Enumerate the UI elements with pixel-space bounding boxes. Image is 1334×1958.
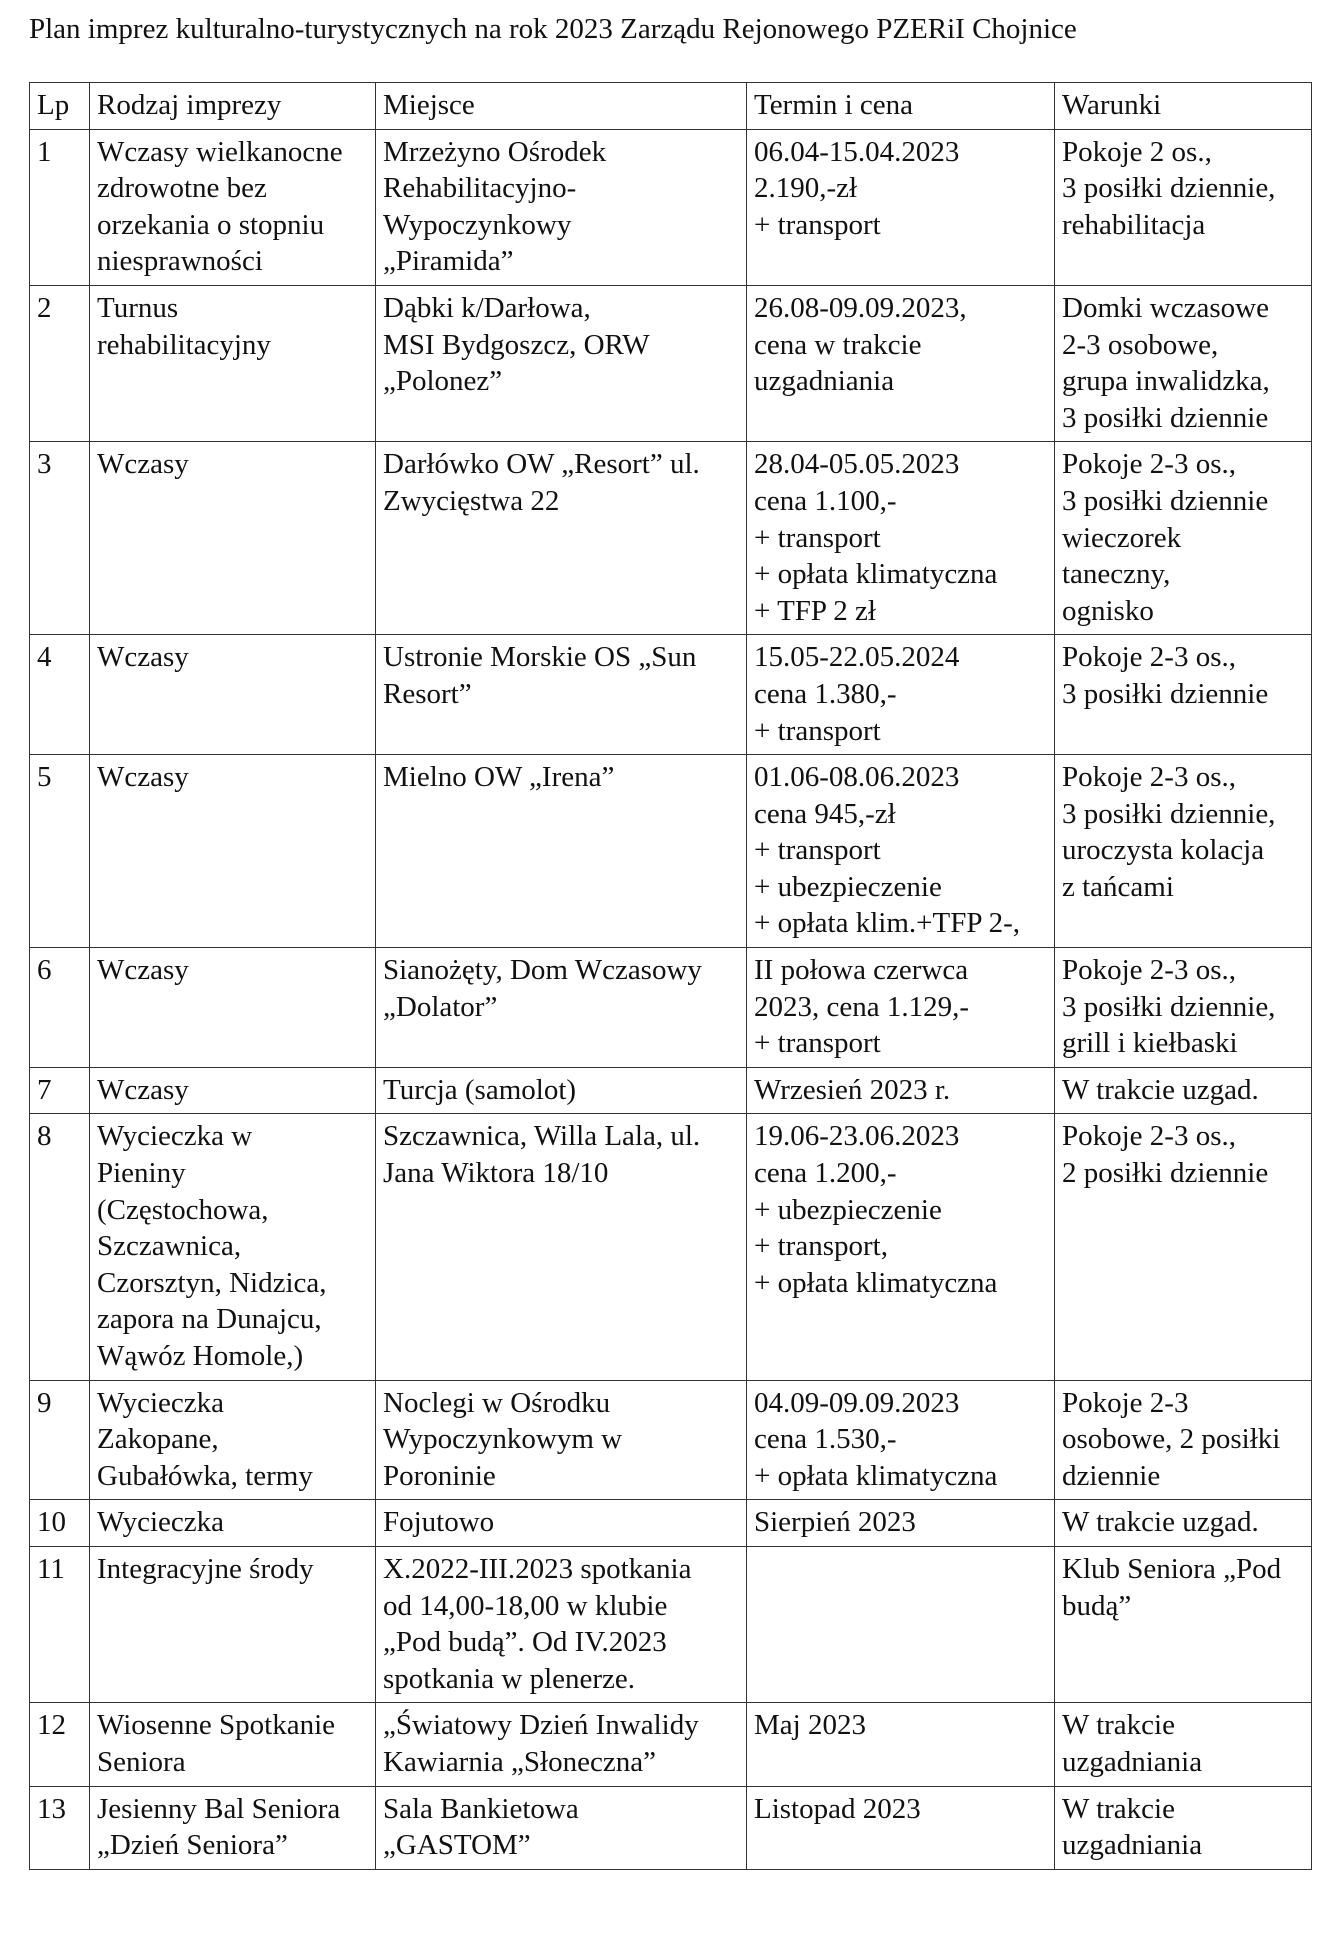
cell-miejsce: Sianożęty, Dom Wczasowy „Dolator” (376, 948, 747, 1068)
cell-miejsce: X.2022-III.2023 spotkania od 14,00-18,00 w klubie „Pod budą”. Od IV.2023 spotkania w plenerze. (376, 1546, 747, 1702)
cell-warunki: W trakcie uzgadniania (1055, 1703, 1312, 1786)
header-rodzaj-imprezy: Rodzaj imprezy (90, 83, 376, 130)
cell-rodzaj: Turnus rehabilitacyjny (90, 285, 376, 441)
events-plan-table (29, 82, 1312, 1870)
cell-rodzaj: Wczasy (90, 948, 376, 1068)
cell-miejsce: Darłówko OW „Resort” ul. Zwycięstwa 22 (376, 442, 747, 635)
cell-lp: 1 (30, 129, 90, 285)
cell-lp: 3 (30, 442, 90, 635)
cell-rodzaj: Wczasy (90, 635, 376, 755)
cell-termin (747, 1546, 1055, 1702)
cell-miejsce: Fojutowo (376, 1500, 747, 1547)
cell-rodzaj: Wycieczka (90, 1500, 376, 1547)
cell-termin: 01.06-08.06.2023 cena 945,-zł + transport + ubezpieczenie + opłata klim.+TFP 2-, (747, 755, 1055, 948)
cell-lp: 7 (30, 1067, 90, 1114)
cell-rodzaj: Wiosenne Spotkanie Seniora (90, 1703, 376, 1786)
cell-warunki: Pokoje 2-3 os., 3 posiłki dziennie wieczorek taneczny, ognisko (1055, 442, 1312, 635)
cell-miejsce: Ustronie Morskie OS „Sun Resort” (376, 635, 747, 755)
cell-rodzaj: Wczasy wielkanocne zdrowotne bez orzekania o stopniu niesprawności (90, 129, 376, 285)
cell-warunki: Pokoje 2-3 os., 3 posiłki dziennie, uroczysta kolacja z tańcami (1055, 755, 1312, 948)
cell-termin: Wrzesień 2023 r. (747, 1067, 1055, 1114)
table-row (30, 1703, 1312, 1786)
cell-termin: 15.05-22.05.2024 cena 1.380,- + transport (747, 635, 1055, 755)
table-row (30, 1786, 1312, 1869)
cell-warunki: Pokoje 2-3 osobowe, 2 posiłki dziennie (1055, 1380, 1312, 1500)
cell-termin: 04.09-09.09.2023 cena 1.530,- + opłata klimatyczna (747, 1380, 1055, 1500)
cell-lp: 13 (30, 1786, 90, 1869)
table-header-row (30, 83, 1312, 130)
cell-termin: Listopad 2023 (747, 1786, 1055, 1869)
cell-miejsce: Dąbki k/Darłowa, MSI Bydgoszcz, ORW „Polonez” (376, 285, 747, 441)
cell-lp: 11 (30, 1546, 90, 1702)
cell-lp: 6 (30, 948, 90, 1068)
cell-miejsce: Szczawnica, Willa Lala, ul. Jana Wiktora 18/10 (376, 1114, 747, 1380)
cell-miejsce: Mrzeżyno Ośrodek Rehabilitacyjno- Wypoczynkowy „Piramida” (376, 129, 747, 285)
cell-warunki: W trakcie uzgad. (1055, 1500, 1312, 1547)
table-row (30, 129, 1312, 285)
cell-warunki: Pokoje 2-3 os., 3 posiłki dziennie (1055, 635, 1312, 755)
cell-lp: 4 (30, 635, 90, 755)
cell-lp: 10 (30, 1500, 90, 1547)
cell-warunki: Pokoje 2 os., 3 posiłki dziennie, rehabilitacja (1055, 129, 1312, 285)
cell-warunki: Pokoje 2-3 os., 3 posiłki dziennie, grill i kiełbaski (1055, 948, 1312, 1068)
cell-lp: 5 (30, 755, 90, 948)
table-row (30, 635, 1312, 755)
cell-termin: 26.08-09.09.2023, cena w trakcie uzgadniania (747, 285, 1055, 441)
cell-termin: 19.06-23.06.2023 cena 1.200,- + ubezpieczenie + transport, + opłata klimatyczna (747, 1114, 1055, 1380)
table-row (30, 948, 1312, 1068)
table-row (30, 1380, 1312, 1500)
cell-rodzaj: Wczasy (90, 442, 376, 635)
table-row (30, 1067, 1312, 1114)
table-row (30, 1114, 1312, 1380)
table-row (30, 1500, 1312, 1547)
cell-warunki: Pokoje 2-3 os., 2 posiłki dziennie (1055, 1114, 1312, 1380)
cell-rodzaj: Wycieczka Zakopane, Gubałówka, termy (90, 1380, 376, 1500)
header-miejsce: Miejsce (376, 83, 747, 130)
cell-lp: 12 (30, 1703, 90, 1786)
cell-miejsce: Sala Bankietowa „GASTOM” (376, 1786, 747, 1869)
cell-rodzaj: Wycieczka w Pieniny (Częstochowa, Szczawnica, Czorsztyn, Nidzica, zapora na Dunajcu, Wąwóz Homole,) (90, 1114, 376, 1380)
cell-termin: Sierpień 2023 (747, 1500, 1055, 1547)
header-lp: Lp (30, 83, 90, 130)
cell-termin: II połowa czerwca 2023, cena 1.129,- + transport (747, 948, 1055, 1068)
cell-miejsce: Mielno OW „Irena” (376, 755, 747, 948)
cell-miejsce: Turcja (samolot) (376, 1067, 747, 1114)
table-row (30, 442, 1312, 635)
table-row (30, 1546, 1312, 1702)
cell-termin: Maj 2023 (747, 1703, 1055, 1786)
cell-lp: 8 (30, 1114, 90, 1380)
cell-warunki: Klub Seniora „Pod budą” (1055, 1546, 1312, 1702)
cell-miejsce: „Światowy Dzień Inwalidy Kawiarnia „Słoneczna” (376, 1703, 747, 1786)
header-termin-i-cena: Termin i cena (747, 83, 1055, 130)
document-title: Plan imprez kulturalno-turystycznych na rok 2023 Zarządu Rejonowego PZERiI Chojnice (29, 13, 1077, 45)
cell-warunki: Domki wczasowe 2-3 osobowe, grupa inwalidzka, 3 posiłki dziennie (1055, 285, 1312, 441)
cell-rodzaj: Jesienny Bal Seniora „Dzień Seniora” (90, 1786, 376, 1869)
cell-rodzaj: Wczasy (90, 755, 376, 948)
cell-lp: 2 (30, 285, 90, 441)
header-warunki: Warunki (1055, 83, 1312, 130)
cell-rodzaj: Integracyjne środy (90, 1546, 376, 1702)
cell-termin: 28.04-05.05.2023 cena 1.100,- + transport + opłata klimatyczna + TFP 2 zł (747, 442, 1055, 635)
table-row (30, 285, 1312, 441)
table-row (30, 755, 1312, 948)
cell-miejsce: Noclegi w Ośrodku Wypoczynkowym w Poroninie (376, 1380, 747, 1500)
cell-termin: 06.04-15.04.2023 2.190,-zł + transport (747, 129, 1055, 285)
cell-rodzaj: Wczasy (90, 1067, 376, 1114)
cell-lp: 9 (30, 1380, 90, 1500)
cell-warunki: W trakcie uzgad. (1055, 1067, 1312, 1114)
cell-warunki: W trakcie uzgadniania (1055, 1786, 1312, 1869)
